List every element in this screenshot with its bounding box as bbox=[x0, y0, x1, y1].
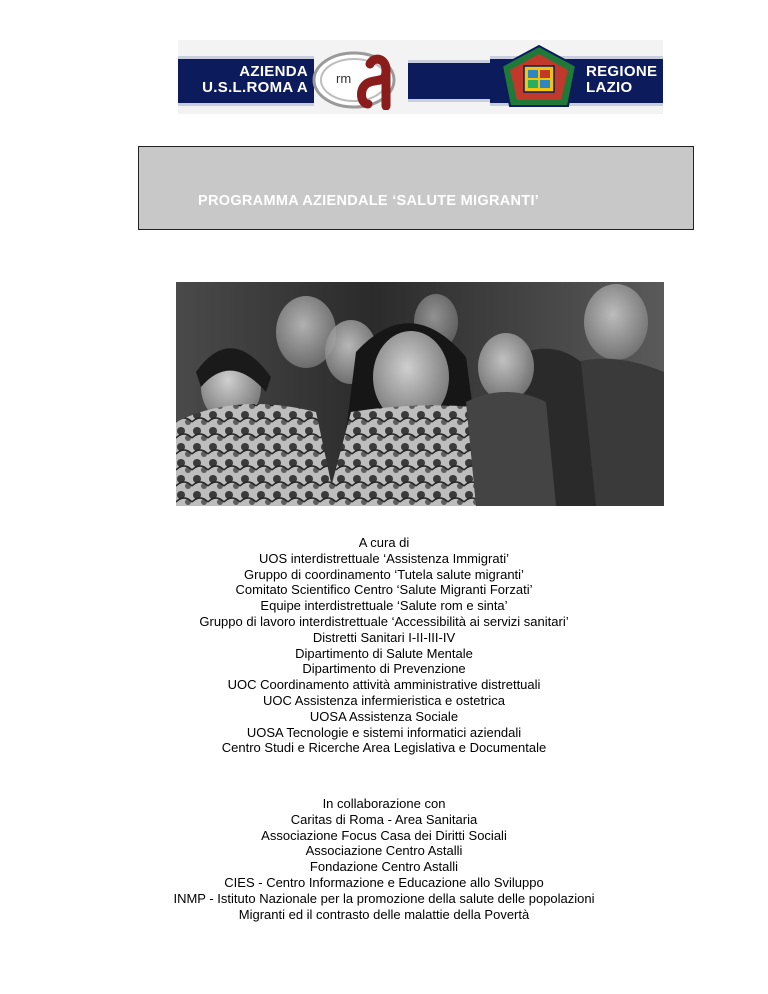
collaborator-line: Associazione Focus Casa dei Diritti Sociali bbox=[261, 827, 507, 843]
collaborator-line: Migranti ed il contrasto delle malattie della Povertà bbox=[238, 906, 530, 922]
credit-line: UOC Coordinamento attività amministrative distrettuali bbox=[227, 677, 541, 693]
migrants-photo bbox=[176, 282, 664, 506]
header-logo bbox=[178, 40, 663, 114]
page-title: PROGRAMMA AZIENDALE ‘SALUTE MIGRANTI’ bbox=[198, 193, 540, 209]
collaborator-line: CIES - Centro Informazione e Educazione allo Sviluppo bbox=[224, 874, 544, 890]
credit-line: Dipartimento di Prevenzione bbox=[302, 661, 466, 677]
credit-line: Comitato Scientifico Centro ‘Salute Migranti Forzati’ bbox=[235, 582, 533, 598]
credit-line: Distretti Sanitari I-II-III-IV bbox=[312, 629, 456, 645]
credit-line: Dipartimento di Salute Mentale bbox=[295, 645, 473, 661]
credit-line: UOSA Assistenza Sociale bbox=[309, 708, 459, 724]
credit-line: Centro Studi e Ricerche Area Legislativa e Documentale bbox=[221, 740, 547, 756]
title-box bbox=[138, 146, 694, 230]
logo-bar-middle bbox=[408, 60, 490, 102]
credit-line: Equipe interdistrettuale ‘Salute rom e sinta’ bbox=[260, 598, 508, 614]
collaborator-line: Fondazione Centro Astalli bbox=[309, 859, 459, 875]
credit-line: Gruppo di coordinamento ‘Tutela salute migranti’ bbox=[244, 566, 524, 582]
credit-line: UOSA Tecnologie e sistemi informatici aziendali bbox=[246, 724, 522, 740]
collaboration-section bbox=[0, 796, 768, 922]
credits-section bbox=[0, 535, 768, 756]
credit-line: UOC Assistenza infermieristica e ostetrica bbox=[262, 692, 506, 708]
asl-rma-emblem bbox=[310, 46, 420, 110]
logo-left-text: AZIENDA U.S.L.ROMA A bbox=[202, 63, 308, 96]
collaborator-line: INMP - Istituto Nazionale per la promozione della salute delle popolazioni bbox=[173, 890, 595, 906]
collaboration-heading: In collaborazione con bbox=[322, 796, 446, 811]
logo-right-text: REGIONE LAZIO bbox=[586, 63, 658, 96]
credit-line: Gruppo di lavoro interdistrettuale ‘Accessibilità ai servizi sanitari’ bbox=[199, 613, 569, 629]
collaborator-line: Caritas di Roma - Area Sanitaria bbox=[290, 811, 478, 827]
svg-text:rm: rm bbox=[336, 71, 352, 86]
credit-line: UOS interdistrettuale ‘Assistenza Immigrati’ bbox=[259, 550, 509, 566]
collaborator-line: Associazione Centro Astalli bbox=[305, 843, 463, 859]
credits-heading: A cura di bbox=[358, 535, 410, 550]
regione-lazio-crest-icon bbox=[498, 44, 580, 114]
